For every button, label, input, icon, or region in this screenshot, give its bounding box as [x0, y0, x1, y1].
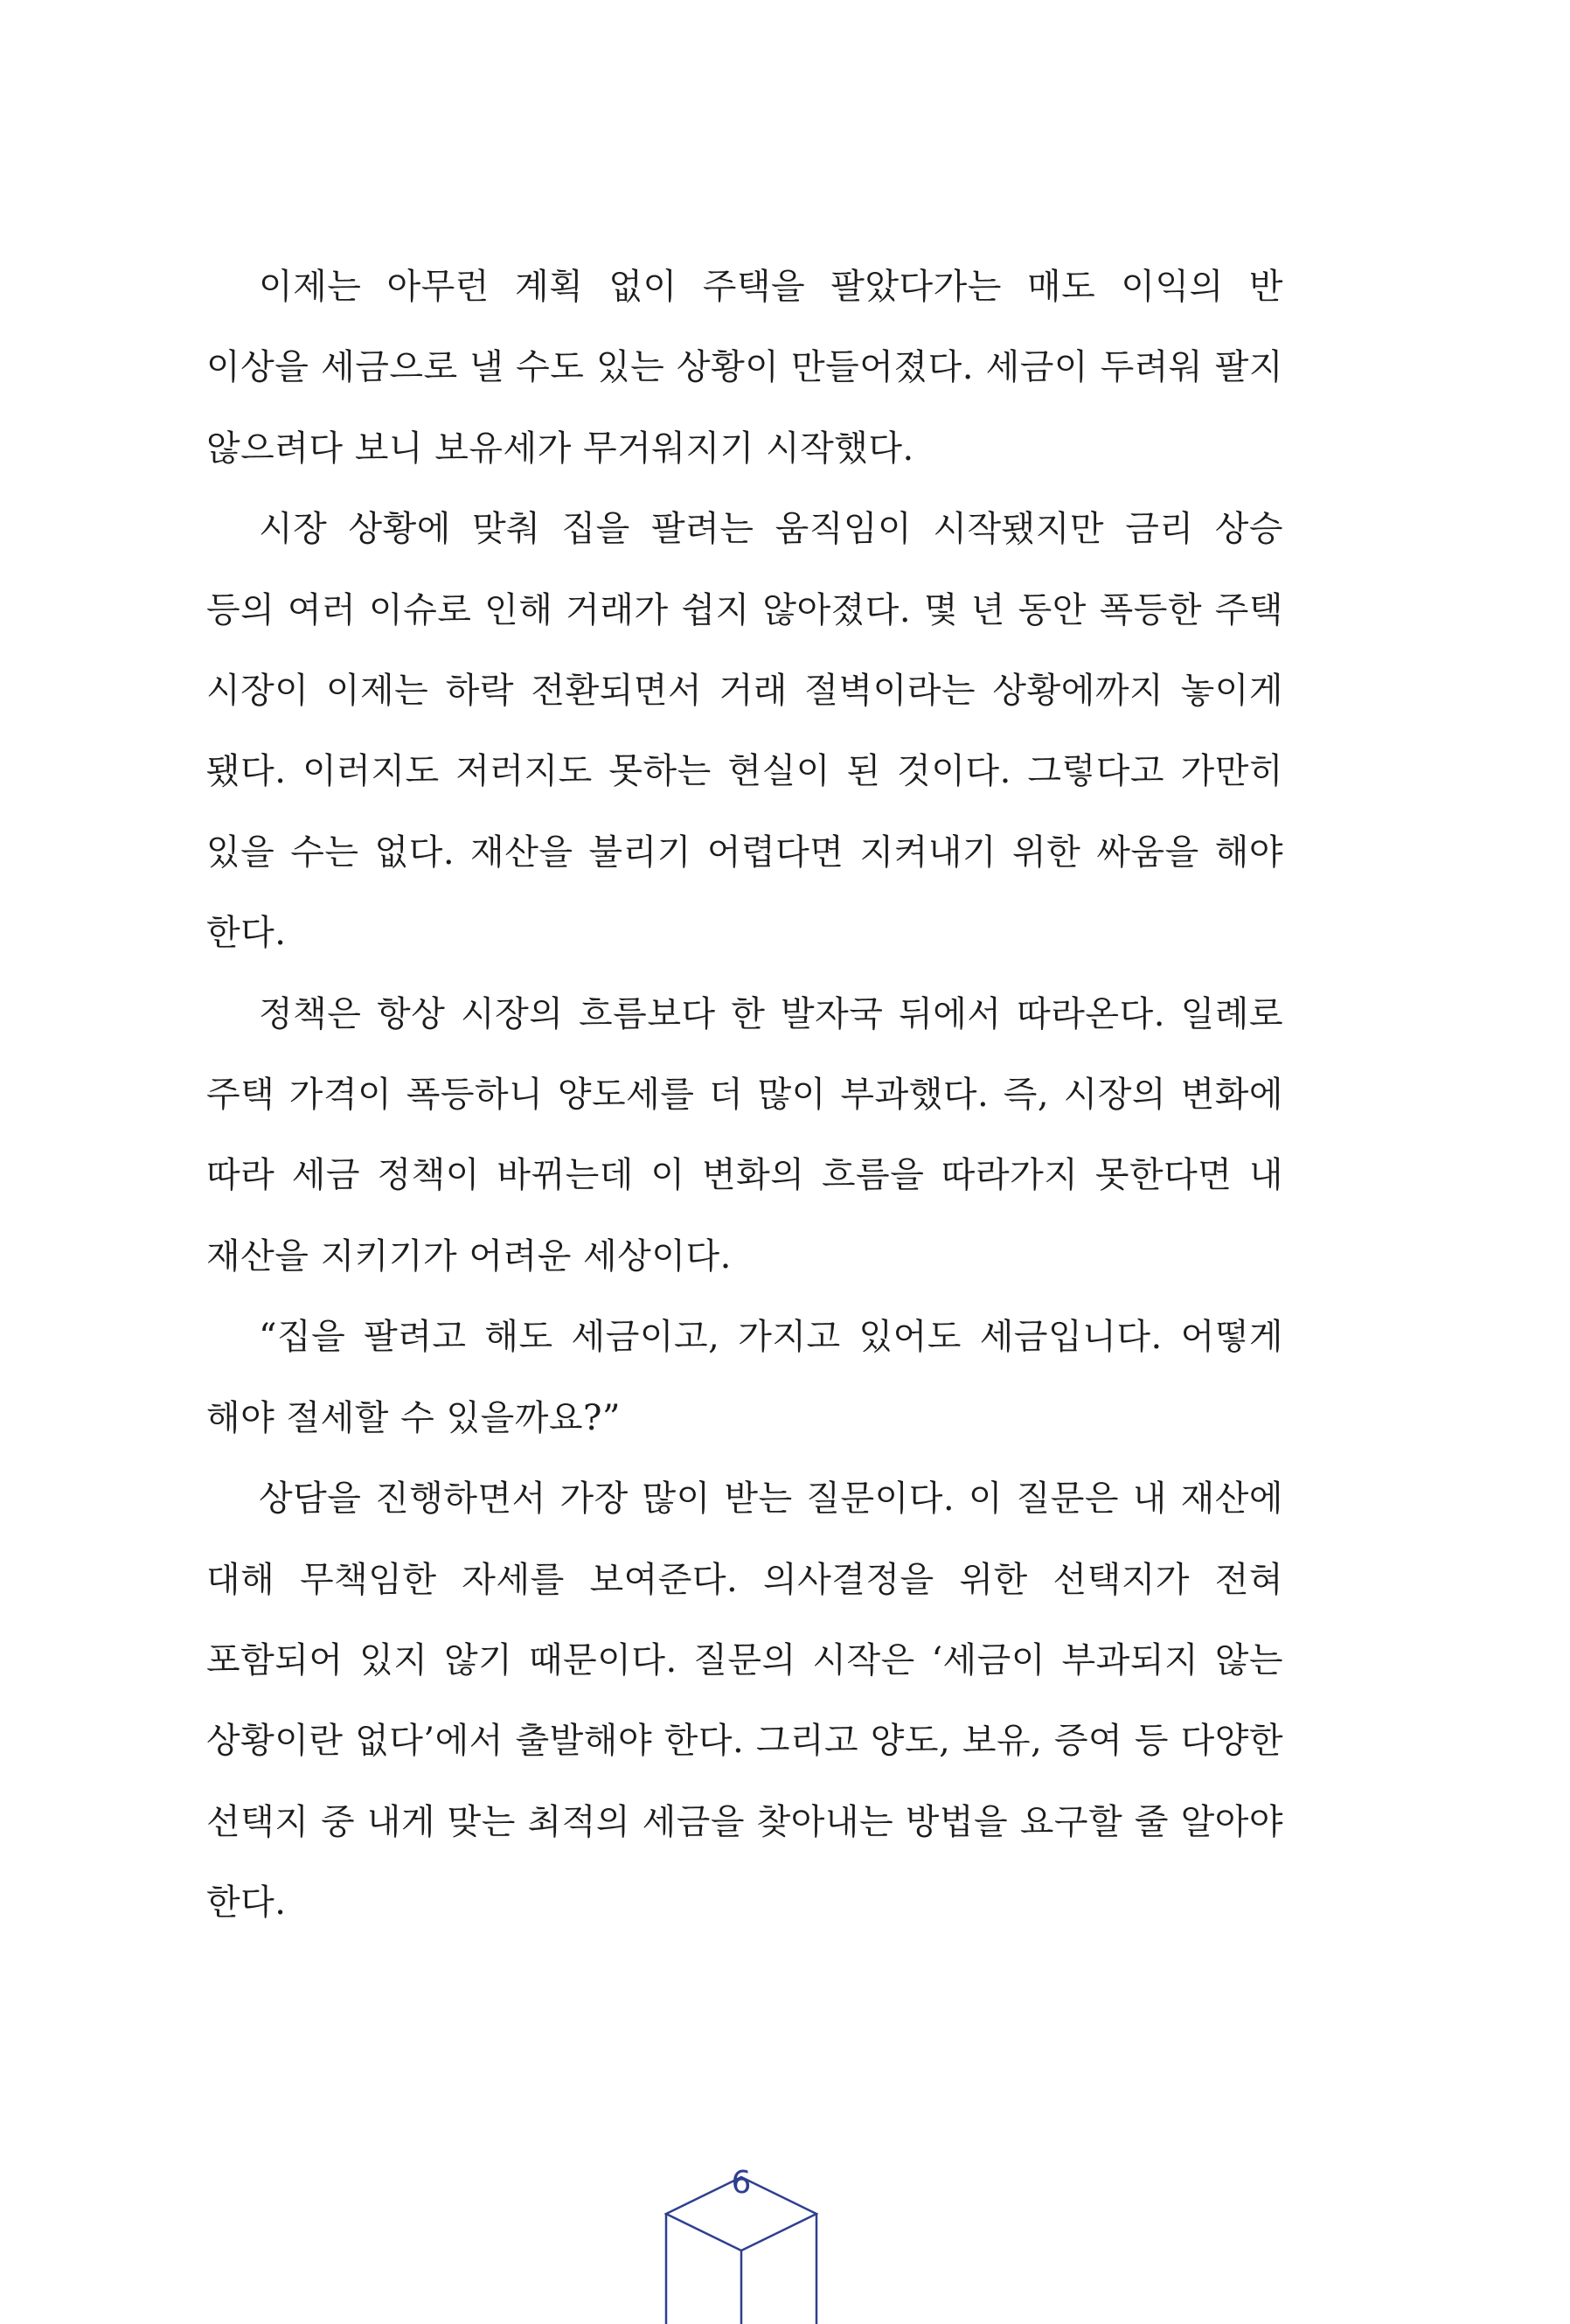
paragraph: 시장 상황에 맞춰 집을 팔려는 움직임이 시작됐지만 금리 상승 등의 여러 이슈로 인해 거래가 쉽지 않아졌다. 몇 년 동안 폭등한 주택 시장이 이제는 하락 전환되면서 거래 절벽이라는 상황에까지 놓이게 됐다. 이러지도 저러지도 못하는 현실이 된 것이다. 그렇다고 가만히 있을 수는 없다. 재산을 불리기 어렵다면 지켜내기 위한 싸움을 해야 한다.	[206, 509, 1283, 954]
paragraph: “집을 팔려고 해도 세금이고, 가지고 있어도 세금입니다. 어떻게 해야 절세할 수 있을까요?”	[206, 1317, 1283, 1438]
paragraph: 정책은 항상 시장의 흐름보다 한 발자국 뒤에서 따라온다. 일례로 주택 가격이 폭등하니 양도세를 더 많이 부과했다. 즉, 시장의 변화에 따라 세금 정책이 바뀌는데 이 변화의 흐름을 따라가지 못한다면 내 재산을 지키기가 어려운 세상이다.	[206, 993, 1283, 1277]
page-number: 6	[731, 2165, 752, 2201]
paragraph: 상담을 진행하면서 가장 많이 받는 질문이다. 이 질문은 내 재산에 대해 무책임한 자세를 보여준다. 의사결정을 위한 선택지가 전혀 포함되어 있지 않기 때문이다. 질문의 시작은 ‘세금이 부과되지 않는 상황이란 없다’에서 출발해야 한다. 그리고 양도, 보유, 증여 등 다양한 선택지 중 내게 맞는 최적의 세금을 찾아내는 방법을 요구할 줄 알아야 한다.	[206, 1479, 1283, 1924]
paragraph: 이제는 아무런 계획 없이 주택을 팔았다가는 매도 이익의 반 이상을 세금으로 낼 수도 있는 상황이 만들어졌다. 세금이 두려워 팔지 않으려다 보니 보유세가 무거워지기 시작했다.	[206, 267, 1283, 469]
body-text	[206, 247, 1283, 1944]
